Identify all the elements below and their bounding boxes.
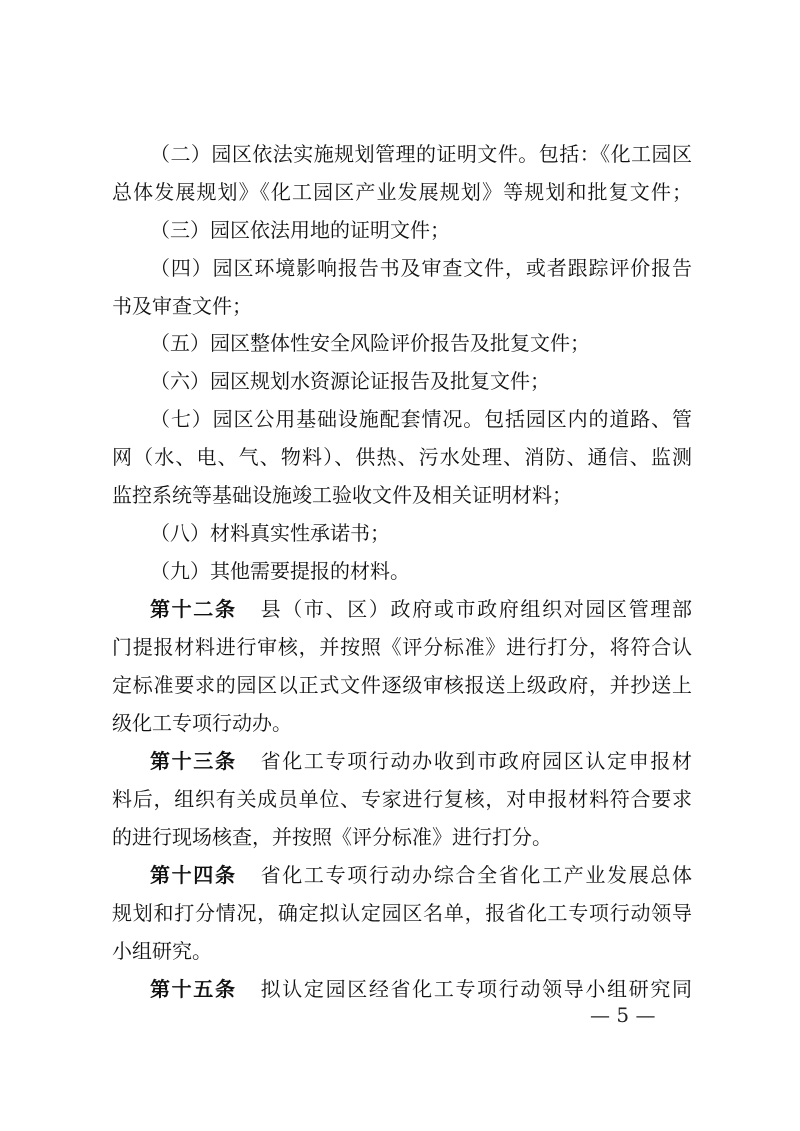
article-heading: 第十三条: [150, 749, 237, 773]
para-line: 总体发展规划》《化工园区产业发展规划》等规划和批复文件；: [112, 180, 692, 204]
para-line: （三）园区依法用地的证明文件；: [150, 218, 450, 242]
article-14-line: [150, 855, 692, 895]
para-line: （九）其他需要提报的材料。: [150, 559, 410, 583]
para-line: （六）园区规划水资源论证报告及批复文件；: [150, 369, 550, 393]
para-line: 小组研究。: [112, 939, 212, 963]
para-line: 定标准要求的园区以正式文件逐级审核报送上级政府，并抄送上: [112, 673, 692, 697]
article-heading: 第十四条: [150, 863, 237, 887]
article-12-line: [150, 589, 692, 629]
para-line: 门提报材料进行审核，并按照《评分标准》进行打分，将符合认: [112, 635, 692, 659]
para-line: 监控系统等基础设施竣工验收文件及相关证明材料；: [112, 483, 572, 507]
article-text: 省化工专项行动办收到市政府园区认定申报材: [260, 749, 692, 773]
para-line: （四）园区环境影响报告书及审查文件，或者跟踪评价报告: [150, 256, 692, 280]
article-13-line: [150, 741, 692, 781]
para-line: 网（水、电、气、物料）、供热、污水处理、消防、通信、监测: [112, 445, 692, 469]
para-line: （七）园区公用基础设施配套情况。包括园区内的道路、管: [150, 407, 692, 431]
para-line: （二）园区依法实施规划管理的证明文件。包括：《化工园区: [150, 142, 692, 166]
page-number: — 5 —: [590, 1003, 656, 1027]
article-heading: 第十五条: [150, 977, 237, 1001]
para-line: （八）材料真实性承诺书；: [150, 521, 390, 545]
para-line: 料后，组织有关成员单位、专家进行复核，对申报材料符合要求: [112, 787, 692, 811]
article-text: 省化工专项行动办综合全省化工产业发展总体: [260, 863, 692, 887]
para-line: 规划和打分情况，确定拟认定园区名单，报省化工专项行动领导: [112, 901, 692, 925]
article-text: 县（市、区）政府或市政府组织对园区管理部: [260, 597, 692, 621]
para-line: （五）园区整体性安全风险评价报告及批复文件；: [150, 331, 590, 355]
article-text: 拟认定园区经省化工专项行动领导小组研究同: [260, 977, 692, 1001]
para-line: 的进行现场核查，并按照《评分标准》进行打分。: [112, 825, 552, 849]
article-heading: 第十二条: [150, 597, 237, 621]
para-line: 书及审查文件；: [112, 294, 252, 318]
para-line: 级化工专项行动办。: [112, 711, 292, 735]
